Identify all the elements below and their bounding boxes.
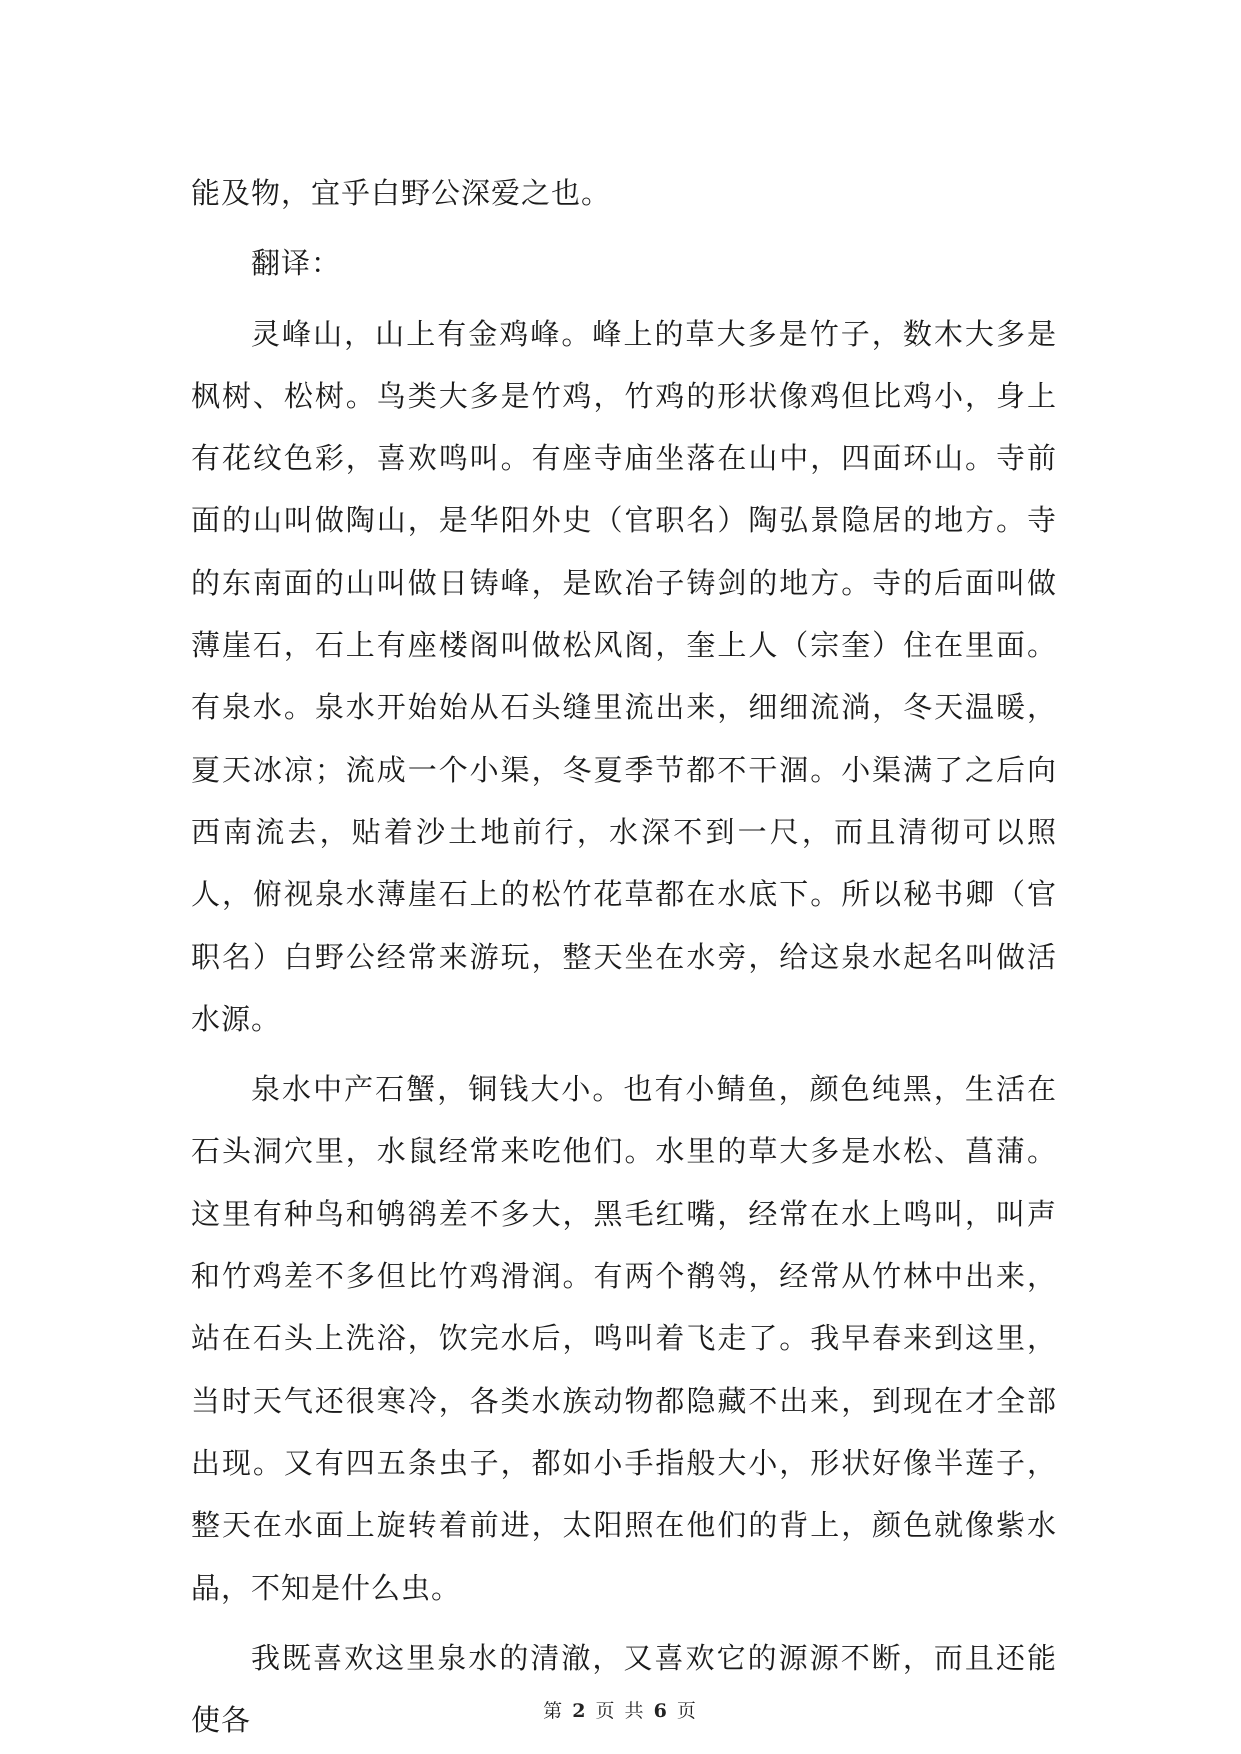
footer-page-number: 2 (572, 1700, 588, 1722)
page-footer (0, 1696, 1241, 1723)
paragraph-translation-2: 泉水中产石蟹，铜钱大小。也有小鲭鱼，颜色纯黑，生活在石头洞穴里，水鼠经常来吃他们。水里的草大多是水松、菖蒲。这里有种鸟和鸲鹆差不多大，黑毛红嘴，经常在水上鸣叫，叫声和竹鸡差不多但比竹鸡滑润。有两个鹡鸰，经常从竹林中出来，站在石头上洗浴，饮完水后，鸣叫着飞走了。我早春来到这里，当时天气还很寒冷，各类水族动物都隐藏不出来，到现在才全部出现。又有四五条虫子，都如小手指般大小，形状好像半莲子，整天在水面上旋转着前进，太阳照在他们的背上，颜色就像紫水晶，不知是什么虫。 (191, 1072, 1057, 1605)
paragraph-original-ending: 能及物，宜乎白野公深爱之也。 (191, 176, 612, 210)
paragraph-translation-heading: 翻译： (251, 246, 342, 281)
footer-middle: 页 共 (595, 1700, 646, 1722)
footer-prefix: 第 (543, 1700, 565, 1722)
document-body (191, 162, 1057, 1751)
paragraph-translation-3: 我既喜欢这里泉水的清澈，又喜欢它的源源不断，而且还能使各 (191, 1640, 1057, 1738)
footer-total-pages: 6 (653, 1700, 669, 1722)
paragraph-translation-1: 灵峰山，山上有金鸡峰。峰上的草大多是竹子，数木大多是枫树、松树。鸟类大多是竹鸡，竹鸡的形状像鸡但比鸡小，身上有花纹色彩，喜欢鸣叫。有座寺庙坐落在山中，四面环山。寺前面的山叫做陶山，是华阳外史（官职名）陶弘景隐居的地方。寺的东南面的山叫做日铸峰，是欧冶子铸剑的地方。寺的后面叫做薄崖石，石上有座楼阁叫做松风阁，奎上人（宗奎）住在里面。有泉水。泉水开始始从石头缝里流出来，细细流淌，冬天温暖，夏天冰凉；流成一个小渠，冬夏季节都不干涸。小渠满了之后向西南流去，贴着沙土地前行，水深不到一尺，而且清彻可以照人，俯视泉水薄崖石上的松竹花草都在水底下。所以秘书卿（官职名）白野公经常来游玩，整天坐在水旁，给这泉水起名叫做活水源。 (191, 316, 1057, 1036)
footer-suffix: 页 (676, 1700, 698, 1722)
